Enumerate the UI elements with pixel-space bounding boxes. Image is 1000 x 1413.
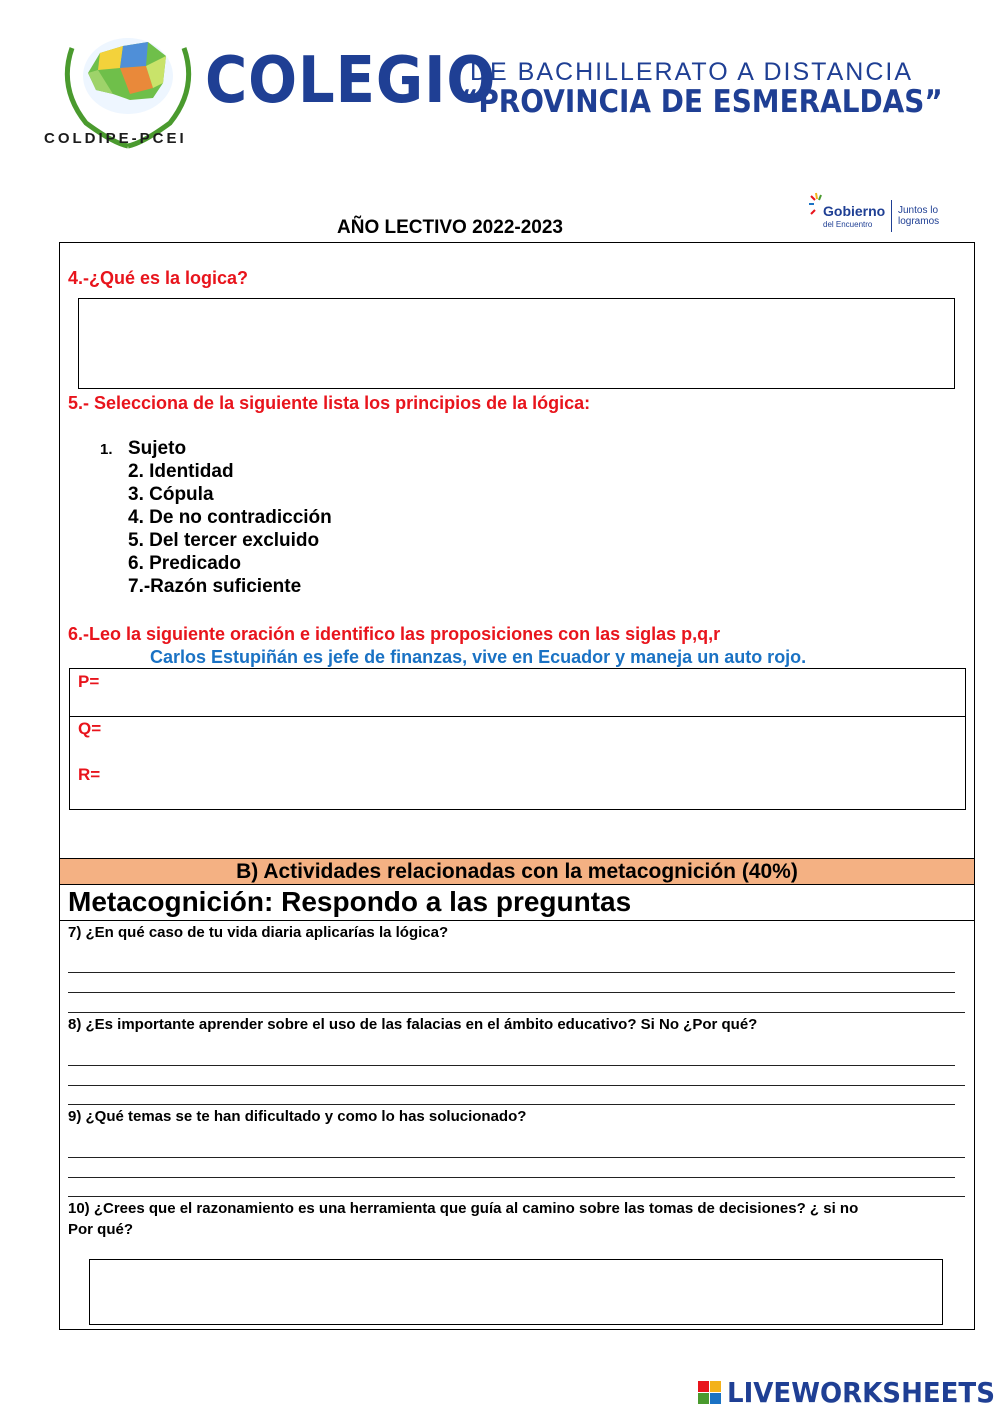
question-9: 9) ¿Qué temas se te han dificultado y como lo has solucionado? [68, 1108, 527, 1125]
question-10-line2: Por qué? [68, 1221, 134, 1238]
section-b-header: B) Actividades relacionadas con la metacognición (40%) [60, 858, 974, 885]
list-item-no-contradiccion[interactable]: 4. De no contradicción [128, 507, 332, 528]
label-r: R= [78, 765, 101, 784]
sentence-carlos: Carlos Estupiñán es jefe de finanzas, vive en Ecuador y maneja un auto rojo. [150, 647, 807, 667]
government-subname: del Encuentro [823, 220, 873, 229]
list-item-razon-suficiente[interactable]: 7.-Razón suficiente [128, 576, 302, 597]
answer-r[interactable] [110, 763, 960, 805]
school-name-sub1: DE BACHILLERATO A DISTANCIA [470, 58, 914, 86]
answer-line[interactable] [68, 1196, 965, 1197]
list-item-tercer-excluido[interactable]: 5. Del tercer excluido [128, 530, 320, 551]
question-4: 4.-¿Qué es la logica? [68, 268, 249, 288]
answer-box-10[interactable] [89, 1259, 943, 1325]
answer-line[interactable] [68, 1085, 965, 1086]
answer-line[interactable] [68, 1157, 965, 1158]
answer-line[interactable] [68, 1177, 955, 1178]
school-year: AÑO LECTIVO 2022-2023 [337, 217, 563, 238]
school-name-sub2: “PROVINCIA DE ESMERALDAS” [460, 84, 943, 120]
metacognition-divider [60, 920, 974, 921]
liveworksheets-brand: LIVEWORKSHEETS [727, 1376, 995, 1409]
answer-line[interactable] [68, 1012, 965, 1013]
question-7: 7) ¿En qué caso de tu vida diaria aplicarías la lógica? [68, 924, 449, 941]
answer-line[interactable] [68, 992, 955, 993]
question-6: 6.-Leo la siguiente oración e identifico las proposiciones con las siglas p,q,r [68, 624, 721, 644]
list-item-sujeto[interactable]: Sujeto [128, 438, 187, 459]
list-item-predicado[interactable]: 6. Predicado [128, 553, 241, 574]
pqr-divider [70, 716, 966, 717]
answer-line[interactable] [68, 1065, 955, 1066]
question-5: 5.- Selecciona de la siguiente lista los principios de la lógica: [68, 393, 591, 413]
answer-line[interactable] [68, 1104, 955, 1105]
list-item-identidad[interactable]: 2. Identidad [128, 461, 234, 482]
list-number-1: 1. [100, 441, 113, 458]
answer-p[interactable] [110, 670, 960, 712]
government-name: Gobierno [823, 203, 886, 219]
label-q: Q= [78, 719, 102, 738]
answer-q[interactable] [110, 718, 960, 760]
logo-caption: COLDIPE-PCEI [44, 130, 187, 147]
list-item-copula[interactable]: 3. Cópula [128, 484, 214, 505]
label-p: P= [78, 672, 100, 691]
answer-line[interactable] [68, 972, 955, 973]
government-divider [891, 200, 892, 232]
government-slogan: Juntos lo logramos [898, 205, 940, 227]
question-8: 8) ¿Es importante aprender sobre el uso de las falacias en el ámbito educativo? Si No ¿Por qué? [68, 1016, 758, 1033]
school-name-main: COLEGIO [205, 44, 497, 118]
question-10-line1: 10) ¿Crees que el razonamiento es una herramienta que guía al camino sobre las tomas de decisiones? ¿ si no [68, 1200, 859, 1217]
metacognition-title: Metacognición: Respondo a las preguntas [68, 886, 632, 917]
answer-box-4[interactable] [78, 298, 955, 389]
